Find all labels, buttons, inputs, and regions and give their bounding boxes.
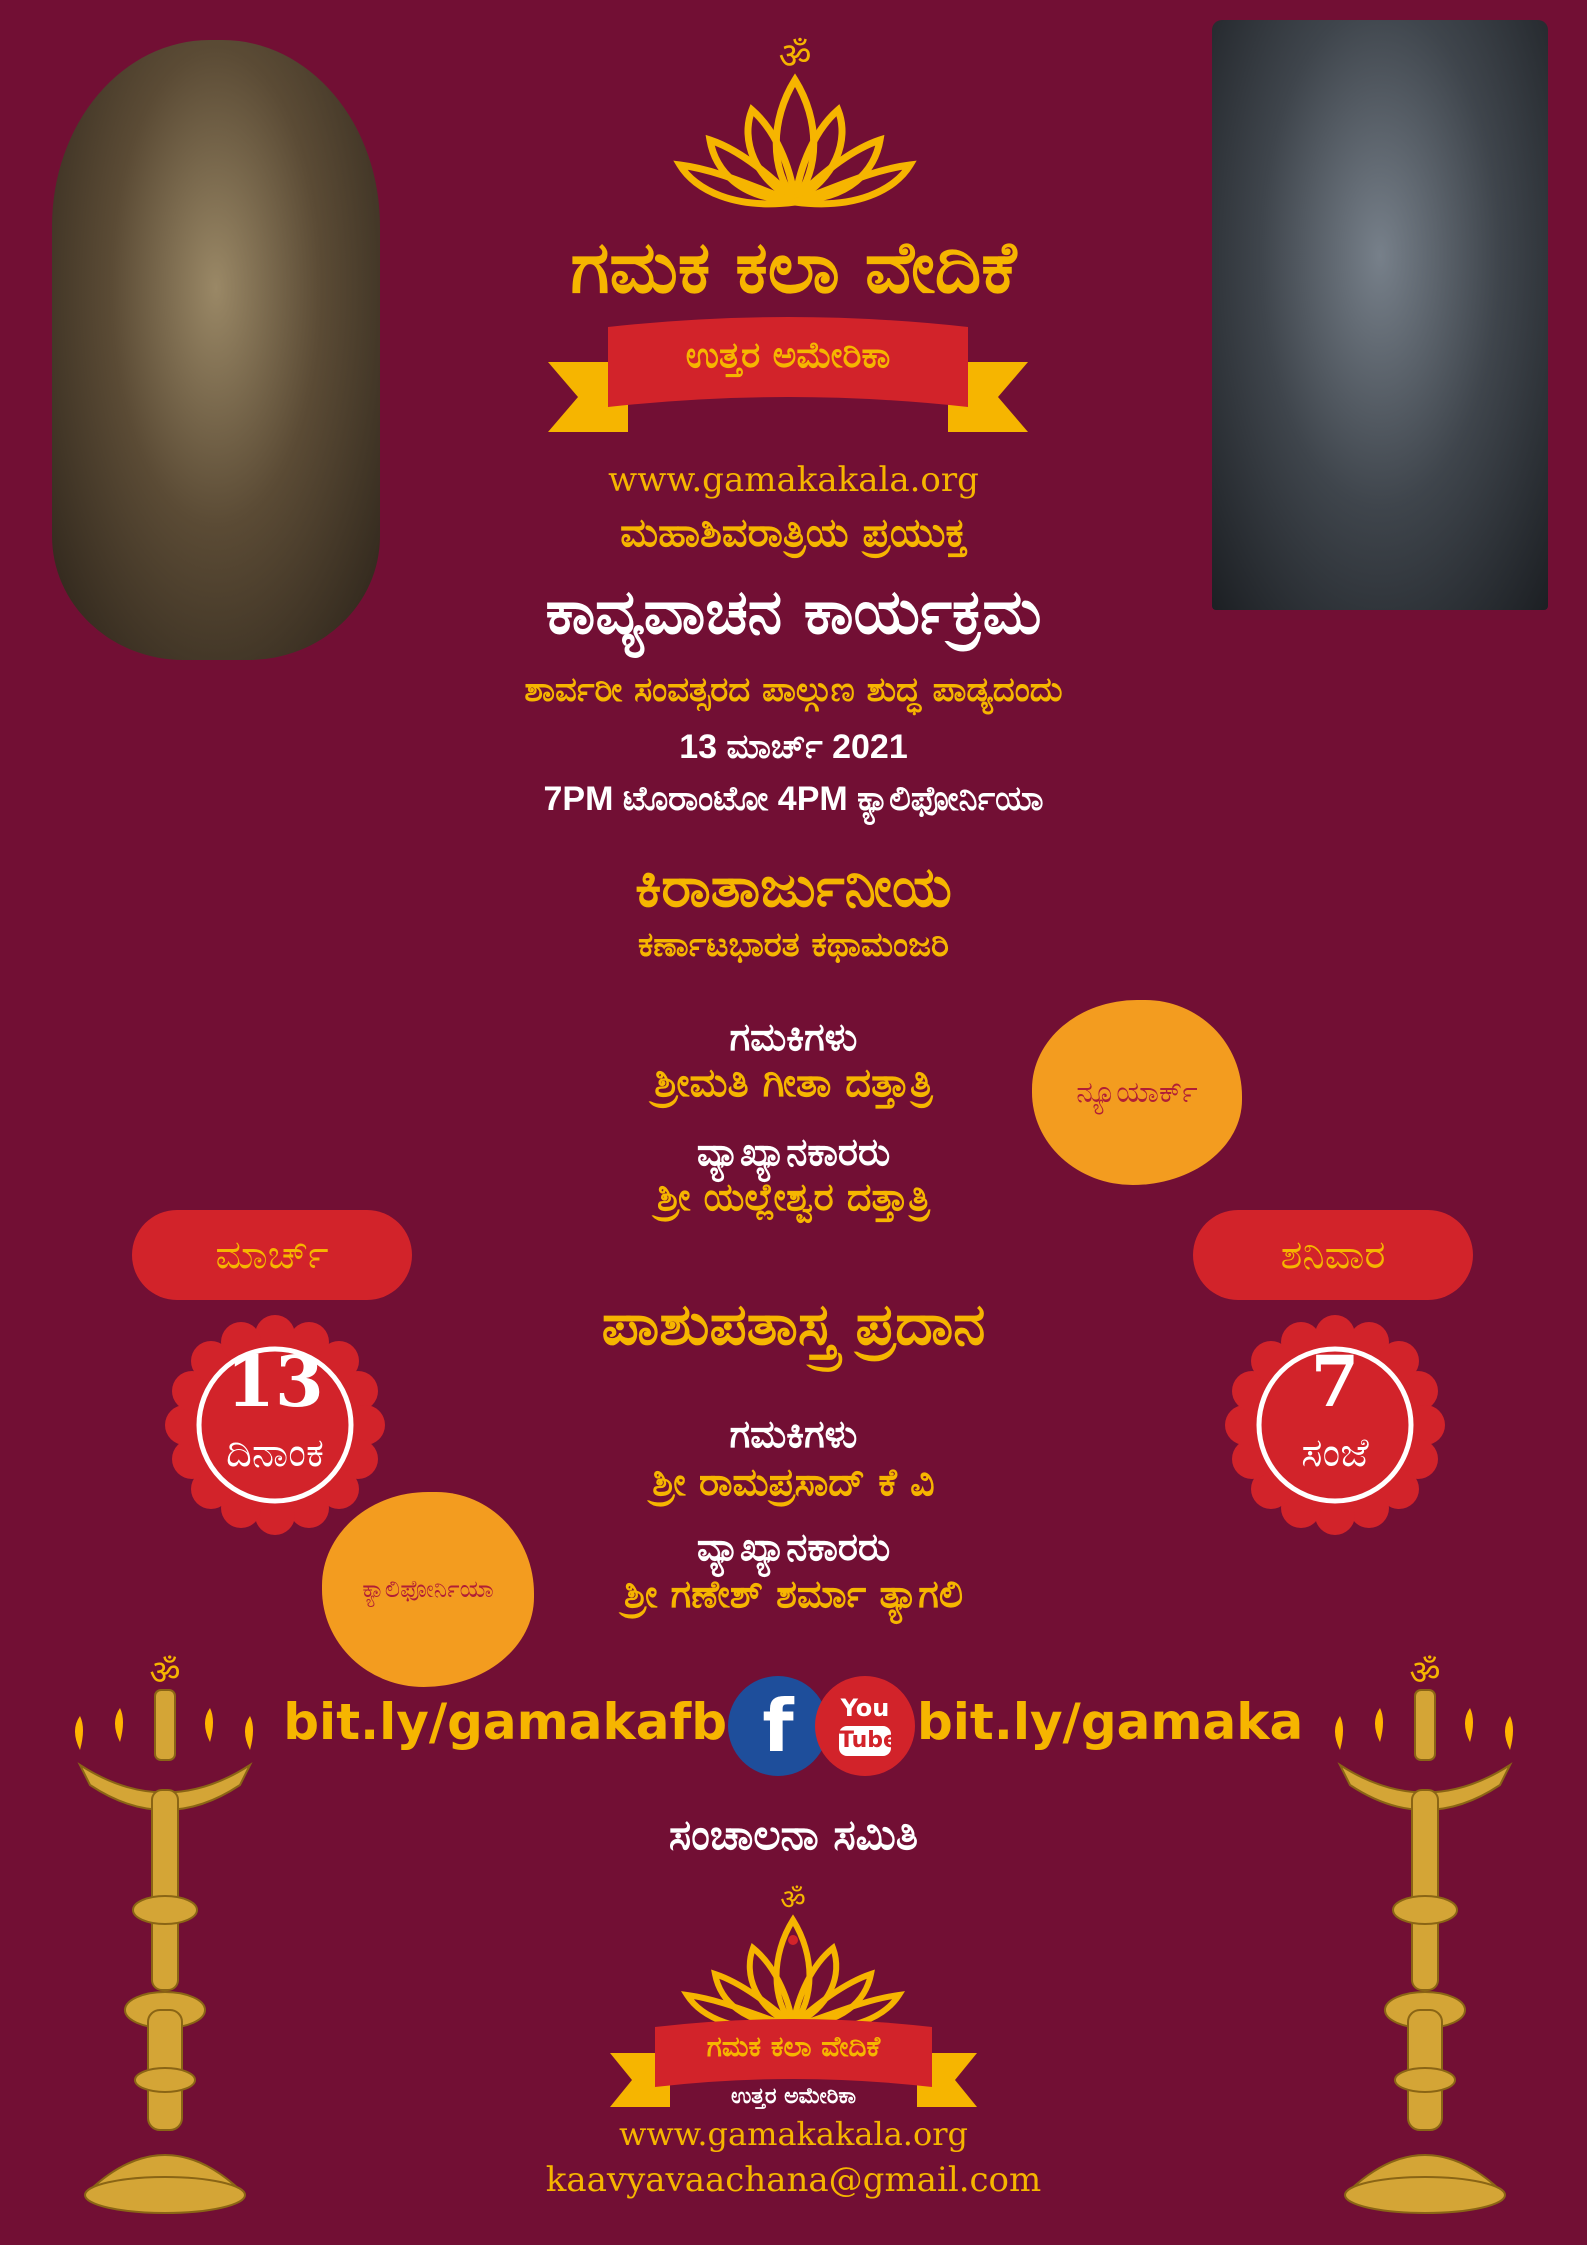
- session2-commentator: ಶ್ರೀ ಗಣೇಶ್ ಶರ್ಮಾ ತ್ಯಾಗಲಿ: [623, 1572, 964, 1616]
- location-badge-california: [322, 1492, 534, 1687]
- facebook-icon[interactable]: [728, 1676, 828, 1776]
- weekday-pill: [1193, 1210, 1473, 1300]
- session1-commentator: ಶ್ರೀ ಯಲ್ಲೇಶ್ವರ ದತ್ತಾತ್ರಿ: [656, 1175, 930, 1219]
- website-top[interactable]: www.gamakakala.org: [608, 460, 979, 500]
- tithi-text: ಶಾರ್ವರೀ ಸಂವತ್ಸರದ ಪಾಲ್ಗುಣ ಶುದ್ಧ ಪಾಡ್ಯದಂದು: [524, 670, 1063, 710]
- dancing-shiva-sculpture-image: [52, 40, 380, 660]
- event-name: ಕಾವ್ಯವಾಚನ ಕಾರ್ಯಕ್ರಮ: [545, 575, 1042, 648]
- session1-singer: ಶ್ರೀಮತಿ ಗೀತಾ ದತ್ತಾತ್ರಿ: [654, 1060, 933, 1106]
- contact-email[interactable]: kaavyavaachana@gmail.com: [545, 2160, 1042, 2200]
- occasion-text: ಮಹಾಶಿವರಾತ್ರಿಯ ಪ್ರಯುಕ್ತ: [620, 510, 967, 556]
- region-label: ಉತ್ತರ ಅಮೇರಿಕಾ: [685, 335, 891, 376]
- session1-singer-label: ಗಮಕಿಗಳು: [729, 1015, 858, 1059]
- om-symbol-right-lamp: ॐ: [1409, 1653, 1441, 1693]
- youtube-icon[interactable]: [815, 1676, 915, 1776]
- date-label: ದಿನಾಂಕ: [226, 1430, 324, 1476]
- website-bottom[interactable]: www.gamakakala.org: [619, 2115, 968, 2153]
- time-label: ಸಂಜೆ: [1301, 1430, 1369, 1476]
- ribbon-banner: [548, 312, 1028, 442]
- session2-singer-label: ಗಮಕಿಗಳು: [729, 1412, 858, 1456]
- session2-commentator-label: ವ್ಯಾಖ್ಯಾನಕಾರರು: [696, 1525, 891, 1569]
- location-california: ಕ್ಯಾಲಿಫೋರ್ನಿಯಾ: [362, 1575, 494, 1603]
- location-badge-newyork: [1032, 1000, 1242, 1185]
- location-newyork: ನ್ಯೂಯಾರ್ಕ್: [1076, 1075, 1198, 1110]
- org-title: ಗಮಕ ಕಲಾ ವೇದಿಕೆ: [570, 225, 1017, 309]
- om-symbol-left-lamp: ॐ: [149, 1653, 181, 1693]
- youtube-word-you: You: [840, 1694, 890, 1722]
- program-title: ಕಿರಾತಾರ್ಜುನೀಯ: [635, 855, 952, 920]
- program-subtitle: ಕರ್ಣಾಟಭಾರತ ಕಥಾಮಂಜರಿ: [637, 925, 950, 965]
- session2-title: ಪಾಶುಪತಾಸ್ತ್ರ ಪ್ರದಾನ: [601, 1290, 986, 1358]
- date-number: 13: [226, 1340, 324, 1423]
- time-number: 7: [1310, 1340, 1360, 1423]
- event-time: 7PM ಟೊರಾಂಟೋ 4PM ಕ್ಯಾಲಿಫೋರ್ನಿಯಾ: [543, 780, 1044, 818]
- session1-commentator-label: ವ್ಯಾಖ್ಯಾನಕಾರರು: [696, 1130, 891, 1174]
- facebook-glyph: f: [762, 1684, 794, 1768]
- event-date: 13 ಮಾರ್ಚ್ 2021: [679, 728, 908, 766]
- weekday-label: ಶನಿವಾರ: [1280, 1232, 1386, 1278]
- region-label-bottom: ಉತ್ತರ ಅಮೇರಿಕಾ: [730, 2084, 857, 2109]
- youtube-link[interactable]: bit.ly/gamaka: [917, 1693, 1304, 1751]
- facebook-link[interactable]: bit.ly/gamakafb: [283, 1693, 727, 1751]
- org-title-bottom: ಗಮಕ ಕಲಾ ವೇದಿಕೆ: [706, 2030, 881, 2063]
- youtube-word-tube: Tube: [839, 1726, 891, 1756]
- session2-singer: ಶ್ರೀ ರಾಮಪ್ರಸಾದ್ ಕೆ ವಿ: [652, 1460, 935, 1504]
- month-label: ಮಾರ್ಚ್: [215, 1232, 329, 1278]
- om-symbol-top: ॐ: [778, 36, 812, 77]
- committee-title: ಸಂಚಾಲನಾ ಸಮಿತಿ: [668, 1810, 919, 1859]
- om-symbol-bottom: ॐ: [780, 1883, 806, 1916]
- month-pill: [132, 1210, 412, 1300]
